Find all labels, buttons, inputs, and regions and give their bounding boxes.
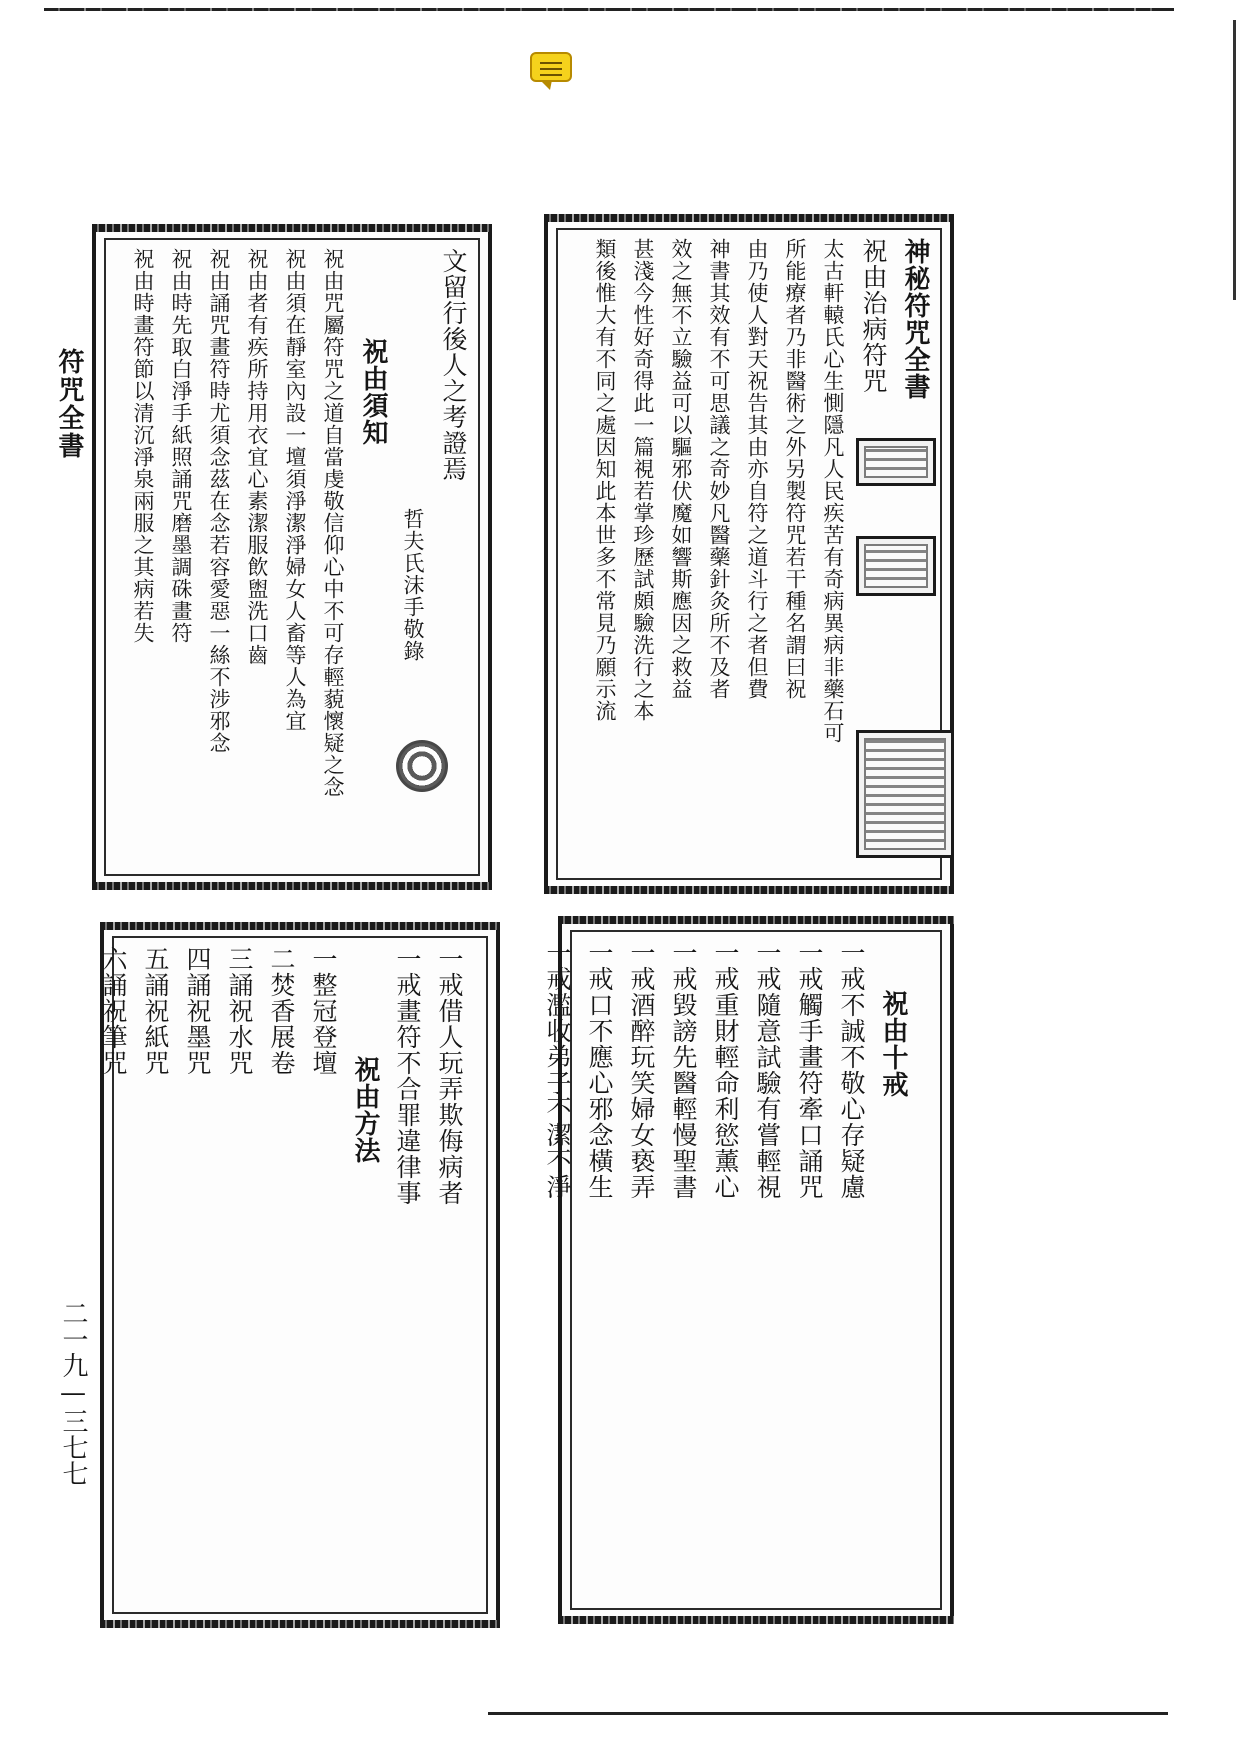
- book-title: 符咒全書: [54, 348, 84, 460]
- text-column: 二焚香展卷: [267, 946, 296, 1076]
- text-column: 一戒酒醉玩笑婦女亵弄: [627, 940, 656, 1200]
- text-column: 甚淺今性好奇得此一篇視若掌珍歷試頗驗洗行之本: [631, 238, 655, 722]
- text-column: 祝由者有疾所持用衣宜心素潔服飲盥洗口齒: [245, 248, 269, 666]
- library-seal: [856, 730, 954, 858]
- top-scan-rule: [44, 8, 1174, 11]
- owner-round-seal: [396, 740, 448, 792]
- text-column: 所能療者乃非醫術之外另製符咒若干種名謂曰祝: [783, 238, 807, 700]
- panel-top-left: [92, 226, 492, 888]
- right-scan-edge: [1233, 20, 1236, 300]
- text-column: 太古軒轅氏心生惻隱凡人民疾苦有奇病異病非藥石可: [821, 238, 845, 744]
- text-column: 一戒濫收弟子不潔不淨: [543, 940, 572, 1200]
- text-column: 神秘符咒全書: [900, 238, 930, 400]
- text-column: 祝由時先取白淨手紙照誦咒磨墨調硃畫符: [169, 248, 193, 644]
- panel-bottom-left: [100, 924, 500, 1626]
- text-column: 祝由治病符咒: [859, 238, 888, 394]
- text-column: 祝由方法: [350, 1056, 380, 1164]
- panel-top-right: [544, 216, 954, 892]
- panel-text-columns: [540, 940, 910, 1604]
- text-column: 文留行後人之考證焉: [439, 248, 468, 482]
- text-column: 祝由誦咒畫符時尤須念茲在念若容愛惡一絲不涉邪念: [207, 248, 231, 754]
- text-column: 五誦祝紙咒: [141, 946, 170, 1076]
- text-column: 一整冠登壇: [309, 946, 338, 1076]
- panel-bottom-right: [543, 918, 954, 1622]
- collector-seal: [856, 438, 936, 486]
- text-column: 祝由咒屬符咒之道自當虔敬信仰心中不可存輕藐懷疑之念: [321, 248, 345, 798]
- text-column: 由乃使人對天祝告其由亦自符之道斗行之者但費: [745, 238, 769, 700]
- text-column: 三誦祝水咒: [225, 946, 254, 1076]
- text-column: 哲夫氏沫手敬錄: [401, 508, 425, 662]
- text-column: 效之無不立驗益可以驅邪伏魔如響斯應因之救益: [669, 238, 693, 700]
- page-number: 二一九—三七七: [58, 1300, 88, 1486]
- comment-note-icon[interactable]: [530, 52, 572, 82]
- text-column: 一戒毀謗先醫輕慢聖書: [669, 940, 698, 1200]
- text-column: 神書其效有不可思議之奇妙凡醫藥針灸所不及者: [707, 238, 731, 700]
- text-column: 四誦祝墨咒: [183, 946, 212, 1076]
- text-column: 一戒不誠不敬心存疑慮: [837, 940, 866, 1200]
- text-column: 六誦祝筆咒: [99, 946, 128, 1076]
- text-column: 祝由十戒: [878, 990, 908, 1098]
- text-column: 一戒口不應心邪念橫生: [585, 940, 614, 1200]
- text-column: 一戒觸手畫符牽口誦咒: [795, 940, 824, 1200]
- text-column: 一戒畫符不合罪違律事: [393, 946, 422, 1206]
- text-column: 一戒隨意試驗有嘗輕視: [753, 940, 782, 1200]
- text-column: 一戒重財輕命利慾薰心: [711, 940, 740, 1200]
- panel-text-columns: [96, 946, 466, 1608]
- text-column: 祝由須知: [358, 338, 388, 446]
- collector-seal: [856, 536, 936, 596]
- text-column: 祝由須在靜室內設一壇須淨潔淨婦女人畜等人為宜: [283, 248, 307, 732]
- text-column: 一戒借人玩弄欺侮病者: [435, 946, 464, 1206]
- text-column: 類後惟大有不同之處因知此本世多不常見乃願示流: [593, 238, 617, 722]
- text-column: 祝由時畫符節以清沉淨泉兩服之其病若失: [131, 248, 155, 644]
- bottom-scan-rule: [488, 1712, 1168, 1715]
